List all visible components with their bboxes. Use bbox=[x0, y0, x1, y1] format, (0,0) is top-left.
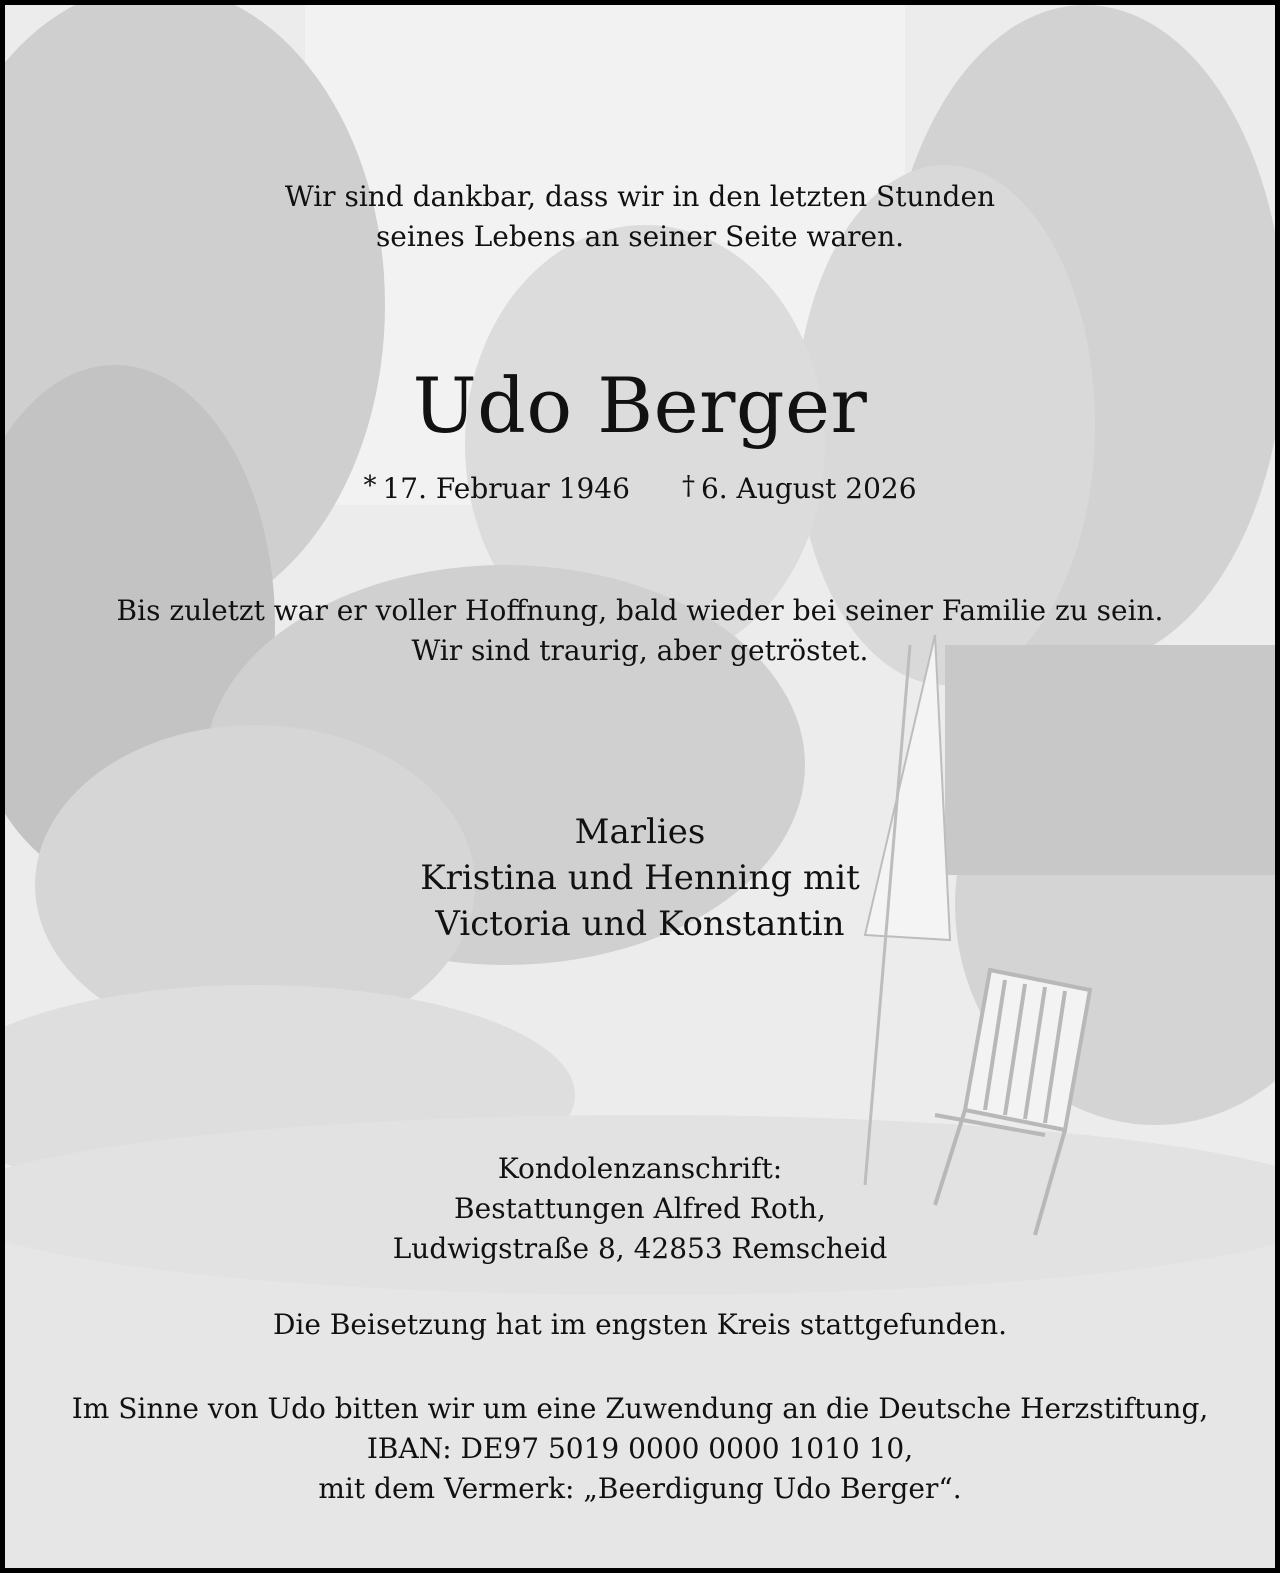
hope-line-2: Wir sind traurig, aber getröstet. bbox=[411, 634, 869, 667]
life-dates bbox=[5, 469, 1275, 510]
donation-iban: IBAN: DE97 5019 0000 0000 1010 10, bbox=[366, 1432, 914, 1465]
condolence-heading: Kondolenzanschrift: bbox=[497, 1152, 783, 1185]
deceased-name: Udo Berger bbox=[412, 361, 868, 450]
family-mourners bbox=[5, 809, 1275, 947]
death-date: 6. August 2026 bbox=[700, 472, 917, 505]
family-member: Victoria und Konstantin bbox=[435, 904, 845, 944]
family-member: Marlies bbox=[574, 812, 706, 852]
opening-text bbox=[5, 177, 1275, 257]
burial-note: Die Beisetzung hat im engsten Kreis stattgefunden. bbox=[272, 1308, 1007, 1341]
donation-request bbox=[5, 1389, 1275, 1509]
hope-line-1: Bis zuletzt war er voller Hoffnung, bald wieder bei seiner Familie zu sein. bbox=[116, 594, 1164, 627]
donation-reference: mit dem Vermerk: „Beerdigung Udo Berger“. bbox=[318, 1472, 962, 1505]
hope-text bbox=[5, 591, 1275, 671]
birth-star-icon: * bbox=[363, 471, 377, 501]
family-member: Kristina und Henning mit bbox=[420, 858, 860, 898]
birth-date: 17. Februar 1946 bbox=[382, 472, 630, 505]
condolence-address bbox=[5, 1149, 1275, 1269]
donation-line-1: Im Sinne von Udo bitten wir um eine Zuwendung an die Deutsche Herzstiftung, bbox=[71, 1392, 1209, 1425]
intro-line-1: Wir sind dankbar, dass wir in den letzten Stunden bbox=[284, 180, 996, 213]
funeral-company: Bestattungen Alfred Roth, bbox=[454, 1192, 826, 1225]
death-cross-icon: † bbox=[681, 471, 695, 501]
intro-line-2: seines Lebens an seiner Seite waren. bbox=[375, 220, 905, 253]
funeral-company-address: Ludwigstraße 8, 42853 Remscheid bbox=[392, 1232, 888, 1265]
